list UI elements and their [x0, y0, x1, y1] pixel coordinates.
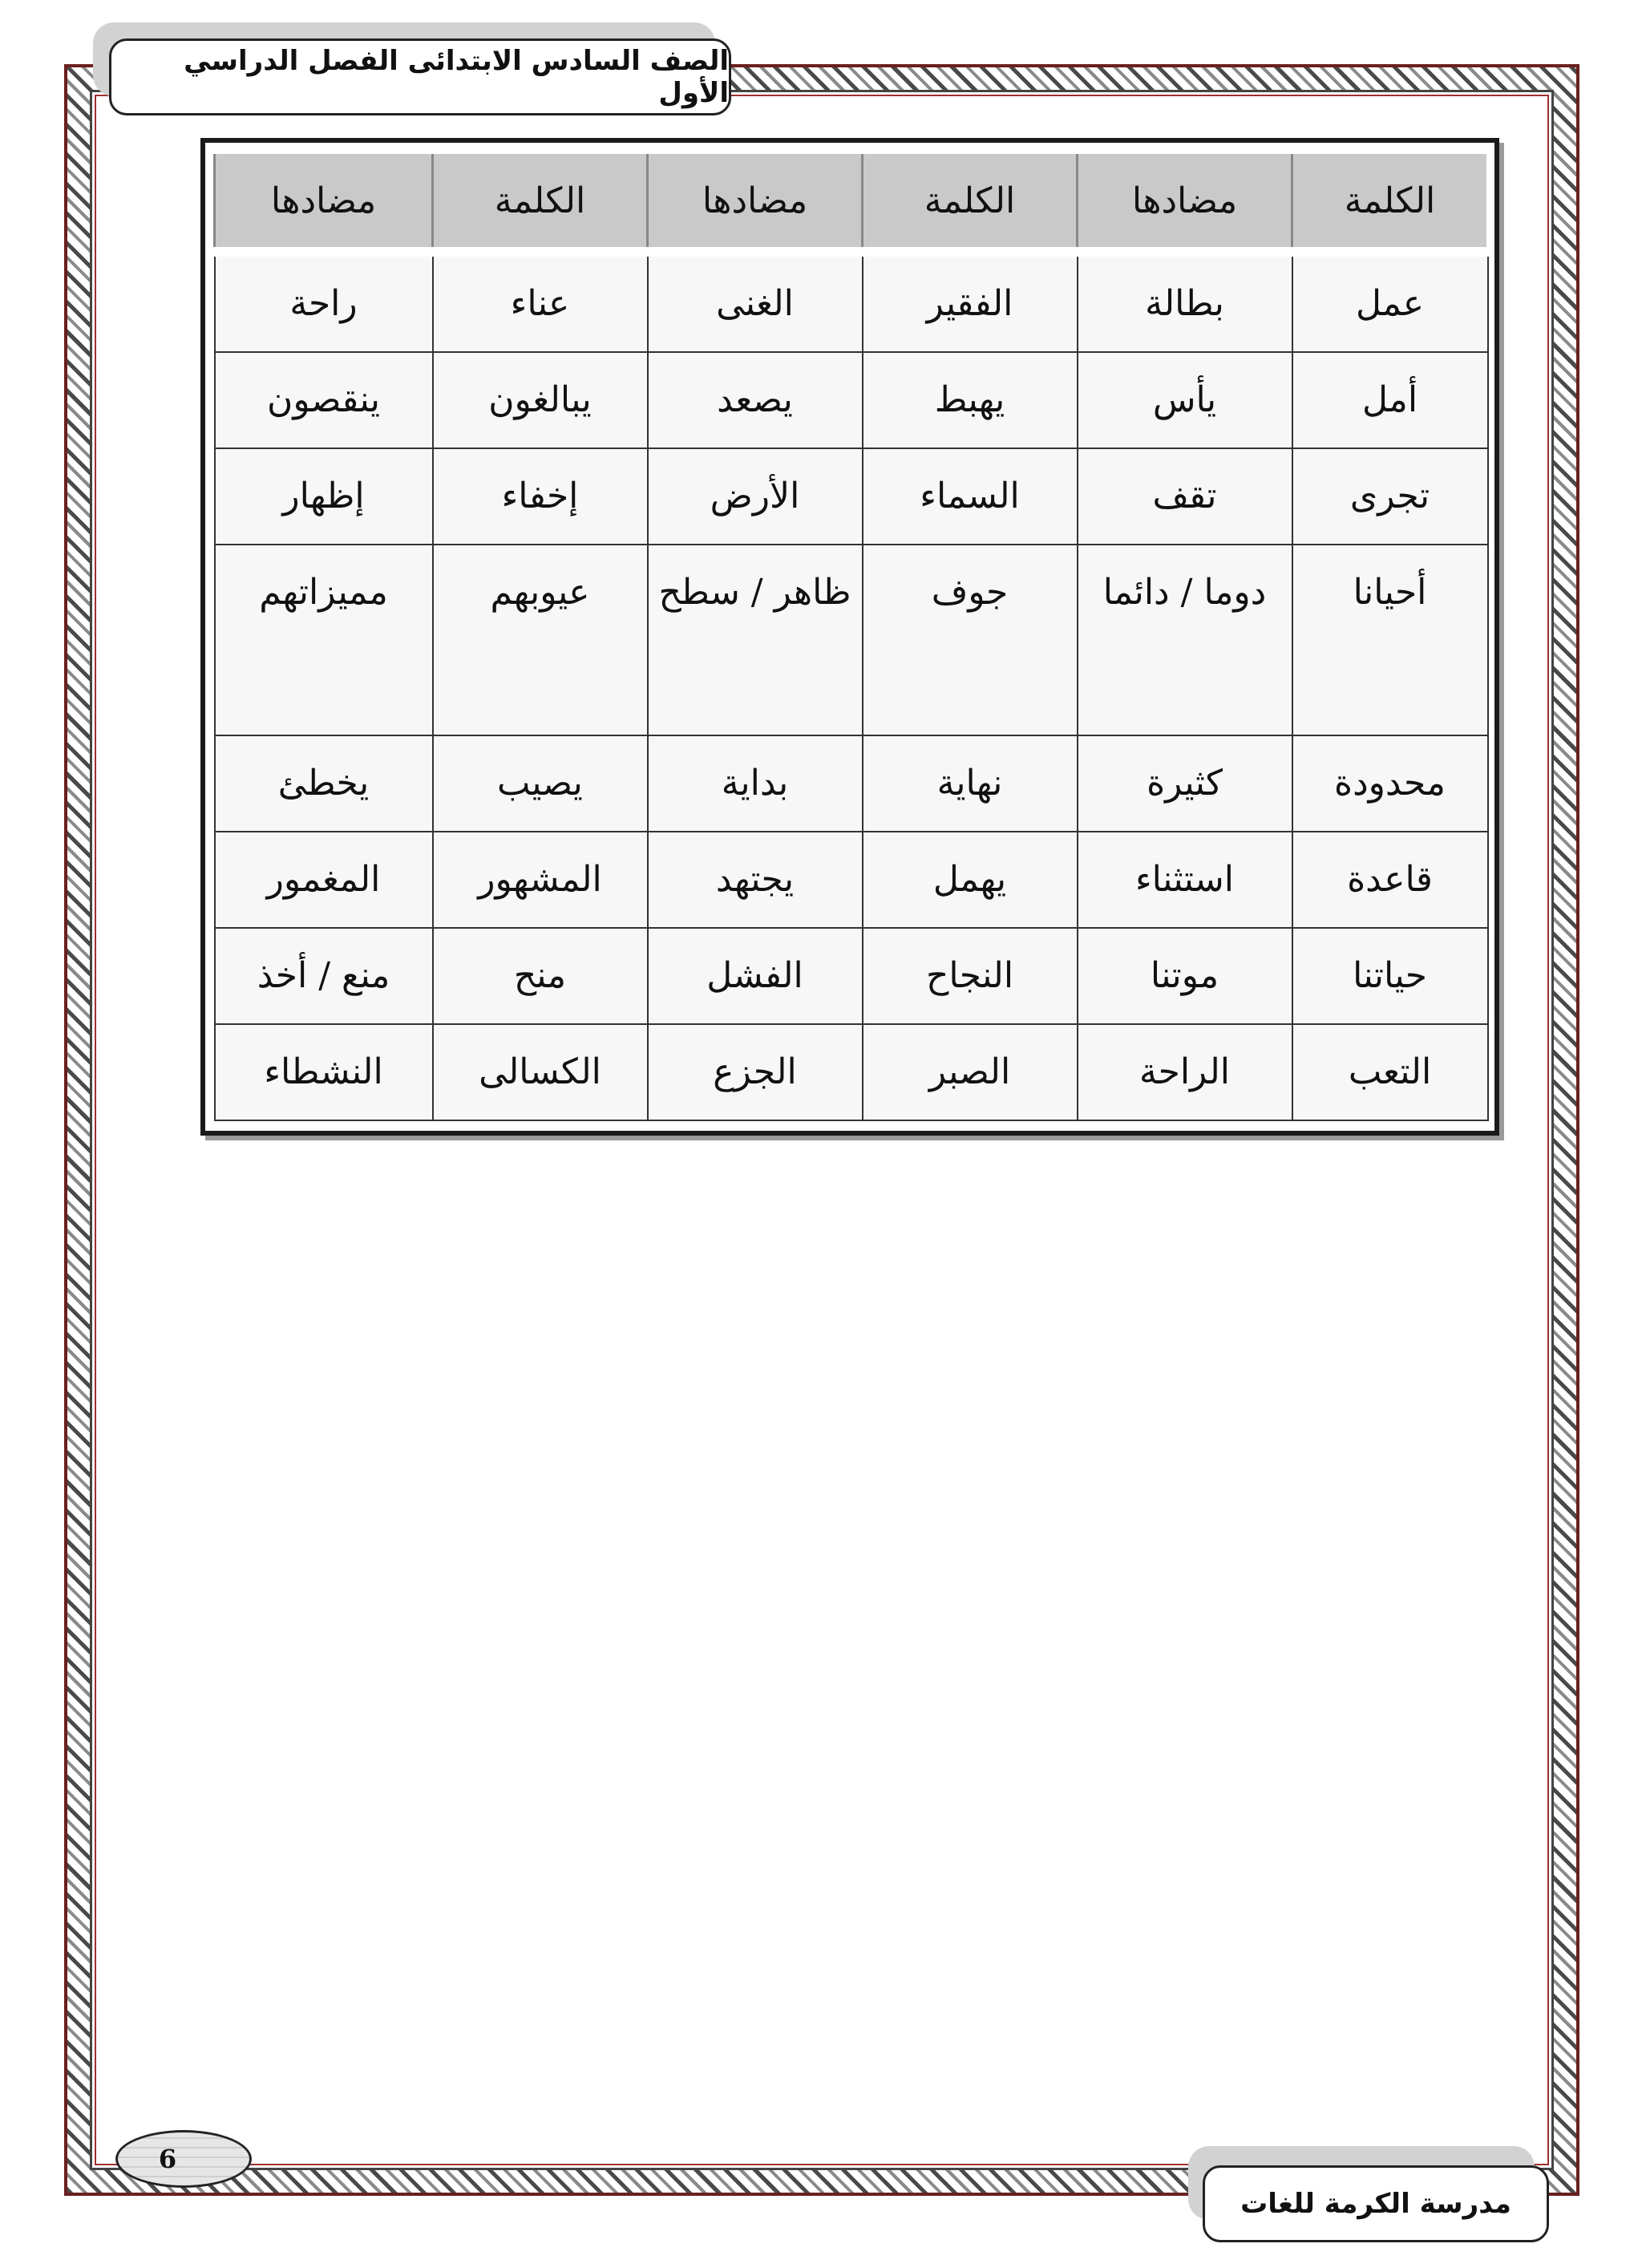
table-cell: عمل	[1292, 252, 1488, 352]
column-header: الكلمة	[433, 152, 648, 252]
footer-label	[1203, 2165, 1549, 2242]
table-row	[215, 448, 1488, 545]
table-cell: جوف	[863, 545, 1078, 735]
table-cell: السماء	[863, 448, 1078, 545]
table-cell: بداية	[648, 735, 863, 832]
table-cell: محدودة	[1292, 735, 1488, 832]
table-header-row	[215, 152, 1488, 252]
table-cell: الصبر	[863, 1024, 1078, 1120]
table-cell: يبالغون	[433, 352, 648, 448]
table-cell: يهبط	[863, 352, 1078, 448]
header-label	[109, 38, 731, 115]
table-cell: أمل	[1292, 352, 1488, 448]
header-title: الصف السادس الابتدائى الفصل الدراسي الأول	[184, 45, 729, 109]
table-cell: إظهار	[215, 448, 433, 545]
table-row	[215, 735, 1488, 832]
table-cell: إخفاء	[433, 448, 648, 545]
table-cell: قاعدة	[1292, 832, 1488, 928]
table-row	[215, 1024, 1488, 1120]
table-cell: الكسالى	[433, 1024, 648, 1120]
table-cell: منح	[433, 928, 648, 1024]
table-cell: استثناء	[1078, 832, 1292, 928]
table-cell: يصيب	[433, 735, 648, 832]
table-cell: حياتنا	[1292, 928, 1488, 1024]
table-row	[215, 928, 1488, 1024]
table-cell: راحة	[215, 252, 433, 352]
table-row	[215, 252, 1488, 352]
column-header: الكلمة	[1292, 152, 1488, 252]
school-name: مدرسة الكرمة للغات	[1240, 2188, 1511, 2220]
table-cell: الفشل	[648, 928, 863, 1024]
vocabulary-table-frame	[200, 138, 1499, 1136]
column-header: مضادها	[215, 152, 433, 252]
table-cell: الجزع	[648, 1024, 863, 1120]
table-cell: يخطئ	[215, 735, 433, 832]
table-cell: مميزاتهم	[215, 545, 433, 735]
table-cell: النشطاء	[215, 1024, 433, 1120]
table-cell: يهمل	[863, 832, 1078, 928]
table-cell: كثيرة	[1078, 735, 1292, 832]
table-row	[215, 352, 1488, 448]
table-cell: تجرى	[1292, 448, 1488, 545]
table-cell: دوما / دائما	[1078, 545, 1292, 735]
table-cell: نهاية	[863, 735, 1078, 832]
table-cell: يجتهد	[648, 832, 863, 928]
table-row	[215, 545, 1488, 735]
table-cell: موتنا	[1078, 928, 1292, 1024]
table-cell: بطالة	[1078, 252, 1292, 352]
table-cell: عيوبهم	[433, 545, 648, 735]
table-cell: النجاح	[863, 928, 1078, 1024]
table-cell: الأرض	[648, 448, 863, 545]
table-cell: عناء	[433, 252, 648, 352]
table-cell: الغنى	[648, 252, 863, 352]
table-cell: الراحة	[1078, 1024, 1292, 1120]
table-row	[215, 832, 1488, 928]
page-number: 6	[158, 2144, 177, 2174]
table-cell: ينقصون	[215, 352, 433, 448]
table-cell: يصعد	[648, 352, 863, 448]
table-cell: ظاهر / سطح	[648, 545, 863, 735]
table-cell: المغمور	[215, 832, 433, 928]
table-cell: المشهور	[433, 832, 648, 928]
table-cell: تقف	[1078, 448, 1292, 545]
table-cell: أحيانا	[1292, 545, 1488, 735]
table-cell: يأس	[1078, 352, 1292, 448]
table-cell: الفقير	[863, 252, 1078, 352]
table-cell: منع / أخذ	[215, 928, 433, 1024]
vocabulary-table	[213, 151, 1489, 1121]
column-header: الكلمة	[863, 152, 1078, 252]
table-cell: التعب	[1292, 1024, 1488, 1120]
column-header: مضادها	[1078, 152, 1292, 252]
page-number-badge	[115, 2130, 252, 2188]
column-header: مضادها	[648, 152, 863, 252]
